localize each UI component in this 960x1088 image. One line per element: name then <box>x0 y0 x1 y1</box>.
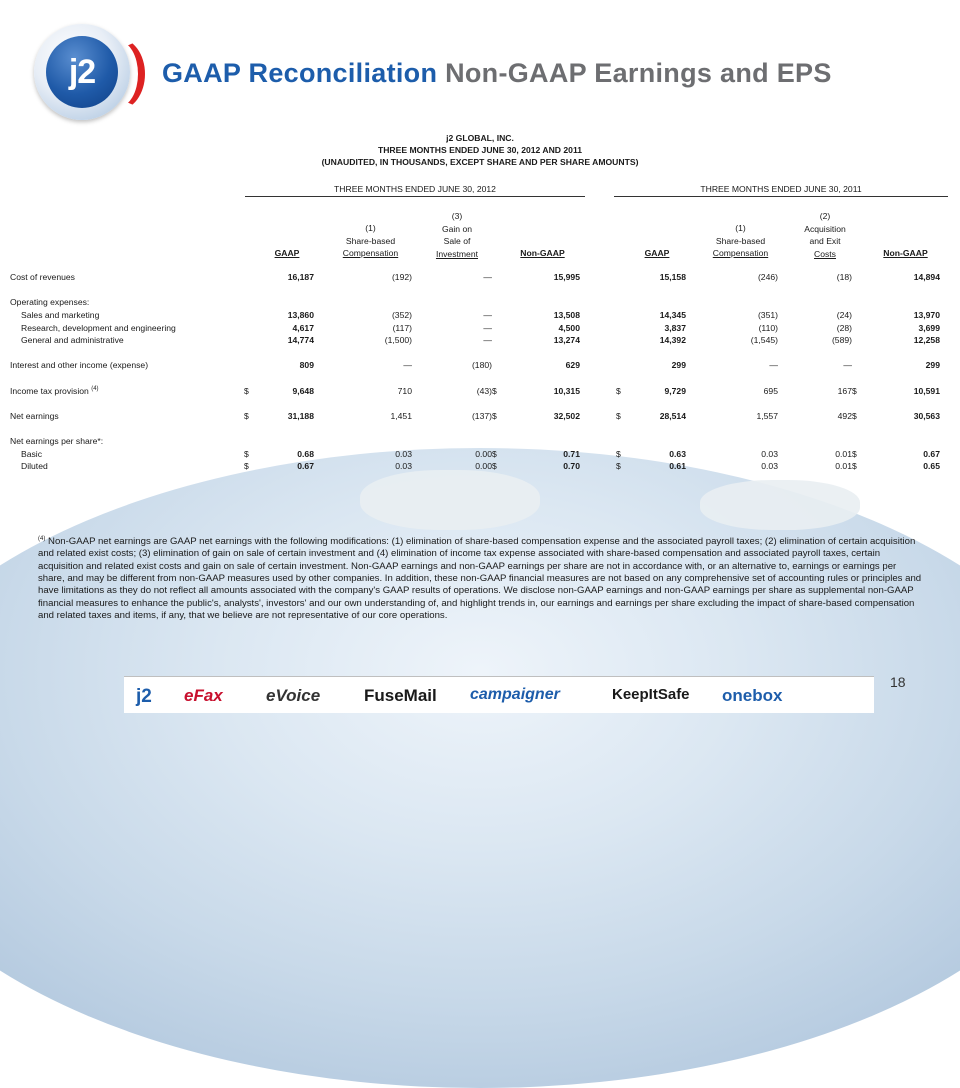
col-gaap-2012: GAAP <box>274 248 300 258</box>
brand-efax: eFax <box>184 686 223 705</box>
brand-evoice: eVoice <box>266 686 321 705</box>
brand-onebox: onebox <box>722 686 783 705</box>
footnote <box>38 533 922 622</box>
page-number: 18 <box>890 674 906 690</box>
col-gain-2012: (3) Gain on Sale of Investment <box>435 211 479 259</box>
report-note: (UNAUDITED, IN THOUSANDS, EXCEPT SHARE AND PER SHARE AMOUNTS) <box>321 157 639 167</box>
company-name: j2 GLOBAL, INC. <box>446 133 514 143</box>
period-2012-rule <box>245 196 585 197</box>
table-row: General and administrative 14,774 (1,500) — 13,274 14,392 (1,545) (589) 12,258 <box>21 335 940 346</box>
table-row: Net earnings per share*: <box>10 436 104 447</box>
col-nongaap-2011: Non-GAAP <box>883 248 928 258</box>
brand-fusemail: FuseMail <box>364 686 437 705</box>
globe-landmass <box>360 470 540 530</box>
table-row: Cost of revenues 16,187 (192) — 15,995 15,158 (246) (18) 14,894 <box>10 272 940 283</box>
table-row: Basic $ 0.68 0.03 0.00 $ 0.71 $ 0.63 0.03 0.01 $ 0.67 <box>21 448 940 459</box>
brand-keepitsafe: KeepItSafe <box>612 686 690 703</box>
period-2011-rule <box>614 196 948 197</box>
table-row: Net earnings $ 31,188 1,451 (137) $ 32,502 $ 28,514 1,557 492 $ 30,563 <box>10 410 940 421</box>
col-sbc-2011: (1) Share-based Compensation <box>712 223 769 258</box>
table-row: Research, development and engineering 4,617 (117) — 4,500 3,837 (110) (28) 3,699 <box>21 322 940 333</box>
reconciliation-table <box>10 271 940 473</box>
period-2011: THREE MONTHS ENDED JUNE 30, 2011 <box>700 184 862 194</box>
col-gaap-2011: GAAP <box>644 248 670 258</box>
col-acq-2011: (2) Acquisition and Exit Costs <box>804 211 846 259</box>
globe-landmass <box>700 480 860 530</box>
title-part1: GAAP Reconciliation <box>162 58 438 88</box>
table-row: Operating expenses: <box>10 297 90 308</box>
footnote-marker: (4) <box>38 536 46 542</box>
table-row: Income tax provision $^{(4)}$ $ 9,648 710 (43) $ 10,315 $ 9,729 695 167 $ 10,591 <box>10 385 940 396</box>
col-nongaap-2012: Non-GAAP <box>520 248 565 258</box>
slide-title <box>162 58 832 89</box>
table-row: Diluted $ 0.67 0.03 0.00 $ 0.70 $ 0.61 0.03 0.01 $ 0.65 <box>21 461 940 472</box>
period-2012: THREE MONTHS ENDED JUNE 30, 2012 <box>334 184 496 194</box>
col-sbc-2012: (1) Share-based Compensation <box>342 223 399 258</box>
footnote-text: Non-GAAP net earnings are GAAP net earnings with the following modifications: (1) elimination of share-based compensation expense and the associated payroll taxes; (2) elimination of certain acquisition and related exist costs; (3) elimination of gain on sale of certain investment and (4) elimination of income tax expense associated with share-based compensation and associated payroll taxes, certain acquisition and related exist costs and gain on sale of certain investment. Non-GAAP earnings and non-GAAP earnings per share are not in accordance with, or an alternative to, earnings or earnings per share, and may be different from non-GAAP measures used by other companies. In addition, these non-GAAP financial measures are not based on any comprehensive set of accounting rules or principles and have limitations as they do not reflect all amounts associated with the company's GAAP results of operations. We disclose non-GAAP earnings and non-GAAP earnings per share as supplemental non-GAAP financial measures to enhance the public's, analysts', investors' and our own understanding of, and highlight trends in, our earnings and earnings per share excluding the impact of share-based compensation and related taxes and items, if any, that we believe are not representative of our core operations. <box>38 536 922 621</box>
brand-campaigner: campaigner <box>470 686 560 703</box>
report-period: THREE MONTHS ENDED JUNE 30, 2012 AND 2011 <box>377 145 583 155</box>
j2-logo <box>34 24 130 120</box>
brand-j2: j2 <box>136 686 152 707</box>
logo-arc <box>92 38 145 110</box>
logo-text: j2 <box>68 53 96 91</box>
table-row: Sales and marketing 13,860 (352) — 13,508 14,345 (351) (24) 13,970 <box>21 310 940 321</box>
title-part2: Non-GAAP Earnings and EPS <box>445 58 832 88</box>
table-row: Interest and other income (expense) 809 — (180) 629 299 — — 299 <box>10 360 940 371</box>
